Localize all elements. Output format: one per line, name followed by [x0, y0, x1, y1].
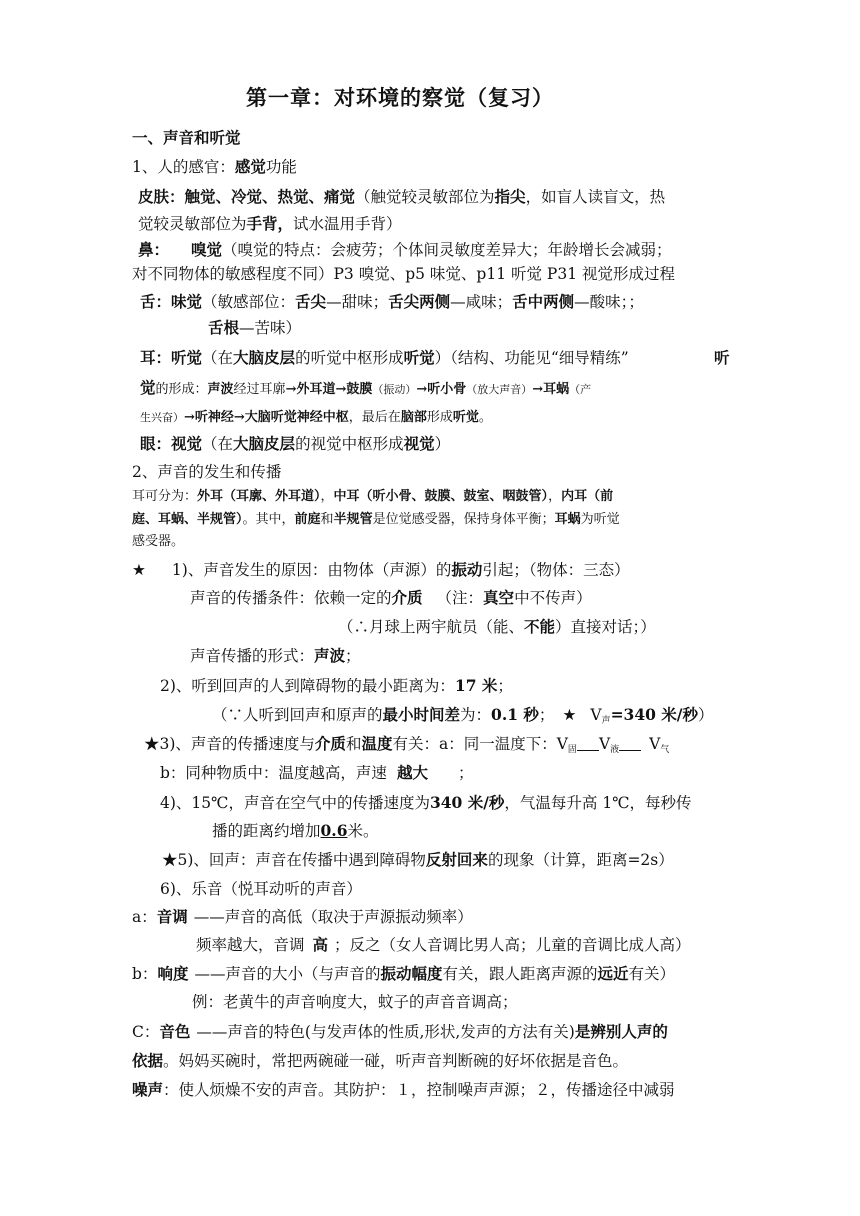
text: ）直接对话；）	[555, 618, 656, 636]
text-bold: 听觉	[171, 348, 203, 367]
text: 米。	[347, 822, 379, 840]
text-bold: 耳：	[140, 348, 172, 367]
text: （敏感部位：	[202, 293, 296, 311]
text: V	[649, 735, 661, 753]
text: ，气温每升高 1℃，每秒传	[504, 794, 692, 812]
text-bold: 舌：	[140, 292, 172, 311]
text: 中不传声）	[514, 589, 592, 607]
text: 试水温用手背）	[293, 215, 402, 233]
line-nose	[138, 240, 672, 260]
text-bold: 感觉	[234, 157, 266, 176]
text-bold: 视觉	[403, 434, 435, 453]
text: b：同种物质中：温度越高，声速	[160, 764, 387, 782]
line-s1d	[190, 646, 361, 666]
blank-line	[577, 736, 599, 751]
text: 4)、15℃，声音在空气中的传播速度为	[160, 794, 430, 812]
subscript: 气	[660, 745, 670, 755]
line-s1c	[338, 617, 656, 637]
page-title: 第一章：对环境的察觉（复习）	[246, 85, 554, 110]
text-bold: 0.6	[320, 821, 348, 840]
line-tongue-2	[208, 318, 301, 338]
text: （注：	[436, 589, 484, 607]
text: —酸味；；	[574, 293, 644, 311]
text: 。	[478, 410, 492, 425]
text-bold: 中耳（听小骨、鼓膜、鼓室、咽鼓管）	[333, 489, 549, 504]
line-skin	[138, 187, 665, 207]
text: ★3)、声音的传播速度与	[144, 735, 315, 753]
line-s3	[144, 734, 669, 760]
text-bold: →听神经→大脑听觉神经中枢	[184, 410, 349, 425]
text: ；反之（女人音调比男人高；儿童的音调比成人高）	[334, 936, 691, 954]
subscript: 固	[567, 745, 577, 755]
text-bold: →听小骨	[416, 382, 467, 397]
text-bold: →耳蜗	[532, 382, 570, 397]
line-ear	[140, 348, 629, 368]
text-bold: 0.1 秒	[491, 705, 539, 724]
line-s3b	[160, 763, 473, 783]
text: 耳可分为：	[132, 489, 198, 504]
text: ；	[457, 764, 474, 782]
text: 和	[320, 512, 334, 527]
text-bold: 真空	[483, 588, 515, 607]
text-bold: 响度	[157, 964, 189, 983]
text: （∴月球上两宇航员（能、	[338, 618, 525, 636]
text: V	[590, 706, 602, 724]
text: 觉较灵敏部位为	[138, 215, 247, 233]
line-s1	[132, 560, 630, 580]
text: 有关，跟人距离声源的	[442, 965, 598, 983]
text-bold: 温度	[361, 734, 393, 753]
text-bold: 噪声	[132, 1080, 164, 1099]
text: 播的距离约增加	[212, 822, 321, 840]
text: （振动）	[372, 383, 417, 396]
text-bold: 鼻：	[138, 240, 170, 259]
text: —苦味）	[239, 319, 302, 337]
text-bold: 高	[312, 935, 329, 954]
text-bold: 介质	[314, 734, 346, 753]
blank-line	[619, 736, 641, 751]
text: ，	[320, 489, 334, 504]
text: 和	[345, 735, 362, 753]
text: （产	[569, 383, 592, 396]
line-s2	[160, 676, 513, 696]
text-bold: 音色	[159, 1022, 191, 1041]
line-senses	[132, 157, 297, 177]
line-timbre	[132, 1022, 668, 1042]
text-bold: 远近	[597, 964, 629, 983]
line-s4	[160, 793, 692, 813]
text: （放大声音）	[466, 383, 533, 396]
text-bold: 味觉	[171, 292, 203, 311]
text: V	[598, 735, 611, 753]
star-icon: ★	[132, 561, 146, 579]
text-bold: 前庭	[294, 512, 321, 527]
text: 生兴奋）	[140, 411, 184, 424]
text: 为：	[460, 706, 492, 724]
text: 经过耳廓	[233, 382, 286, 397]
text: 的听觉中枢形成	[295, 349, 404, 367]
text-bold: 眼：	[140, 434, 172, 453]
text-bold: 舌中两侧	[512, 292, 575, 311]
line-eye	[140, 434, 450, 454]
text-bold: 不能	[524, 617, 556, 636]
text: C：	[132, 1023, 160, 1041]
subscript: 声	[601, 716, 611, 726]
text-bold: 嗅觉	[191, 240, 223, 259]
text-bold: 依据	[132, 1051, 164, 1070]
text-bold: 大脑皮层	[233, 348, 296, 367]
text: （在	[202, 349, 234, 367]
text: （触觉较灵敏部位为	[355, 188, 495, 206]
text-bold: 振动	[451, 560, 483, 579]
text-bold: 听觉	[452, 410, 479, 425]
line-s2b	[212, 705, 713, 731]
text: 形成	[426, 410, 453, 425]
text-bold: 舌尖两侧	[388, 292, 451, 311]
line-timbre-2	[132, 1051, 628, 1071]
line-s4b	[212, 821, 379, 841]
section-heading: 一、声音和听觉	[132, 128, 241, 147]
text: b：	[132, 965, 158, 983]
line-skin-2	[138, 214, 402, 234]
text-bold: 音调	[156, 907, 188, 926]
text: ，	[548, 489, 562, 504]
text-bold: =340 米/秒	[610, 705, 698, 724]
text-bold: 耳蜗	[554, 512, 581, 527]
text: ）	[697, 706, 714, 724]
subscript: 液	[610, 745, 620, 755]
text-bold: 越大	[396, 763, 428, 782]
text-bold: 庭、耳蜗、半规管）	[132, 512, 243, 527]
text-bold: 觉	[140, 378, 156, 397]
text: 有关）	[628, 965, 676, 983]
text: 声音传播的形式：	[190, 647, 315, 665]
line-ear-2	[140, 378, 591, 400]
text: 的形成：	[155, 382, 208, 397]
text: （在	[202, 435, 234, 453]
text-bold: 听	[714, 348, 730, 367]
text: ）	[434, 435, 451, 453]
text-bold: 反射回来	[425, 850, 488, 869]
text: 的视觉中枢形成	[295, 435, 404, 453]
text-bold: 舌尖	[295, 292, 327, 311]
line-pitch	[132, 907, 473, 927]
text-bold: 手背，	[246, 214, 294, 233]
text: ，如盲人读盲文，热	[525, 188, 666, 206]
text: 。妈妈买碗时，常把两碗碰一碰，听声音判断碗的好坏依据是音色。	[163, 1052, 629, 1070]
text-bold: 触觉、冷觉、热觉、痛觉	[184, 187, 356, 206]
text: 是位觉感受器，保持身体平衡；	[372, 512, 555, 527]
text-bold: 外耳（耳廓、外耳道）	[197, 489, 321, 504]
text-bold: 340 米/秒	[429, 793, 505, 812]
line-noise	[132, 1080, 675, 1100]
text-bold: 17 米	[454, 676, 498, 695]
text: 声音的传播条件：依赖一定的	[190, 589, 392, 607]
text-bold: 皮肤：	[138, 187, 185, 206]
text: —甜味；	[326, 293, 389, 311]
text: ——声音的大小（与声音的	[194, 965, 381, 983]
text: 1)、声音发生的原因：由物体（声源）的	[171, 561, 452, 579]
text-bold: 指尖	[494, 187, 526, 206]
text: 有关：a：同一温度下：	[392, 735, 557, 753]
text-bold: 声波	[314, 646, 346, 665]
line-earparts-3: 感受器。	[132, 534, 185, 549]
text: ——声音的高低（取决于声源振动频率）	[193, 908, 473, 926]
text: 的现象（计算，距离=2s）	[487, 851, 674, 869]
text-bold: 听觉	[403, 348, 435, 367]
subheading: 2、声音的发生和传播	[132, 463, 282, 481]
line-s5	[162, 850, 674, 870]
text: ——声音的特色(与发声体的性质,形状,发声的方法有关)	[196, 1023, 575, 1041]
text-bold: 视觉	[171, 434, 203, 453]
text: 频率越大，音调	[196, 936, 305, 954]
text: 为听觉	[580, 512, 620, 527]
text: 2)、听到回声的人到障碍物的最小距离为：	[160, 677, 455, 695]
line-s6: 6)、乐音（悦耳动听的声音）	[160, 880, 362, 898]
text: 。其中，	[242, 512, 295, 527]
line-earparts	[132, 487, 613, 507]
line-loudness-2: 例：老黄牛的声音响度大，蚊子的声音音调高；	[192, 993, 518, 1011]
text-bold: 内耳（前	[561, 489, 614, 504]
text-bold: 介质	[391, 588, 423, 607]
text: （∵人听到回声和原声的	[212, 706, 383, 724]
line-tongue	[140, 292, 644, 312]
line-ear-3	[140, 406, 492, 428]
line-s1b	[190, 588, 592, 608]
line-earparts-2	[132, 510, 620, 530]
text-bold: 是辨别人声的	[574, 1022, 668, 1041]
text-bold: 脑部	[400, 410, 427, 425]
text: ；	[497, 677, 513, 695]
text: 1、人的感官：	[132, 158, 235, 176]
text: 引起；（物体：三态）	[482, 561, 630, 579]
text: ：使人烦燥不安的声音。其防护：１，控制噪声声源；２，传播途径中减弱	[163, 1081, 675, 1099]
line-pitch-2	[196, 935, 691, 955]
text-bold: 大脑皮层	[233, 434, 296, 453]
text: a：	[132, 908, 157, 926]
text: ★5)、回声：声音在传播中遇到障碍物	[162, 851, 426, 869]
text: ）（结构、功能见“细导精练”	[434, 349, 629, 367]
text: ；	[345, 647, 361, 665]
text-bold: 舌根	[208, 318, 240, 337]
text-bold: 最小时间差	[382, 705, 461, 724]
text: —咸味；	[450, 293, 513, 311]
text-bold: 振动幅度	[380, 964, 443, 983]
text: （嗅觉的特点：会疲劳；个体间灵敏度差异大；年龄增长会减弱；	[222, 241, 672, 259]
text: ；	[538, 706, 555, 724]
line-loudness	[132, 964, 675, 984]
line-nose-2: 对不同物体的敏感程度不同）P3 嗅觉、p5 味觉、p11 听觉 P31 视觉形成过程	[132, 265, 676, 283]
text: ，最后在	[348, 410, 401, 425]
text-bold: →外耳道→鼓膜	[285, 382, 373, 397]
text: V	[556, 735, 568, 753]
text-bold: 声波	[207, 382, 234, 397]
text-bold: 半规管	[333, 512, 373, 527]
star-icon: ★	[562, 706, 577, 724]
text: 功能	[265, 158, 297, 176]
